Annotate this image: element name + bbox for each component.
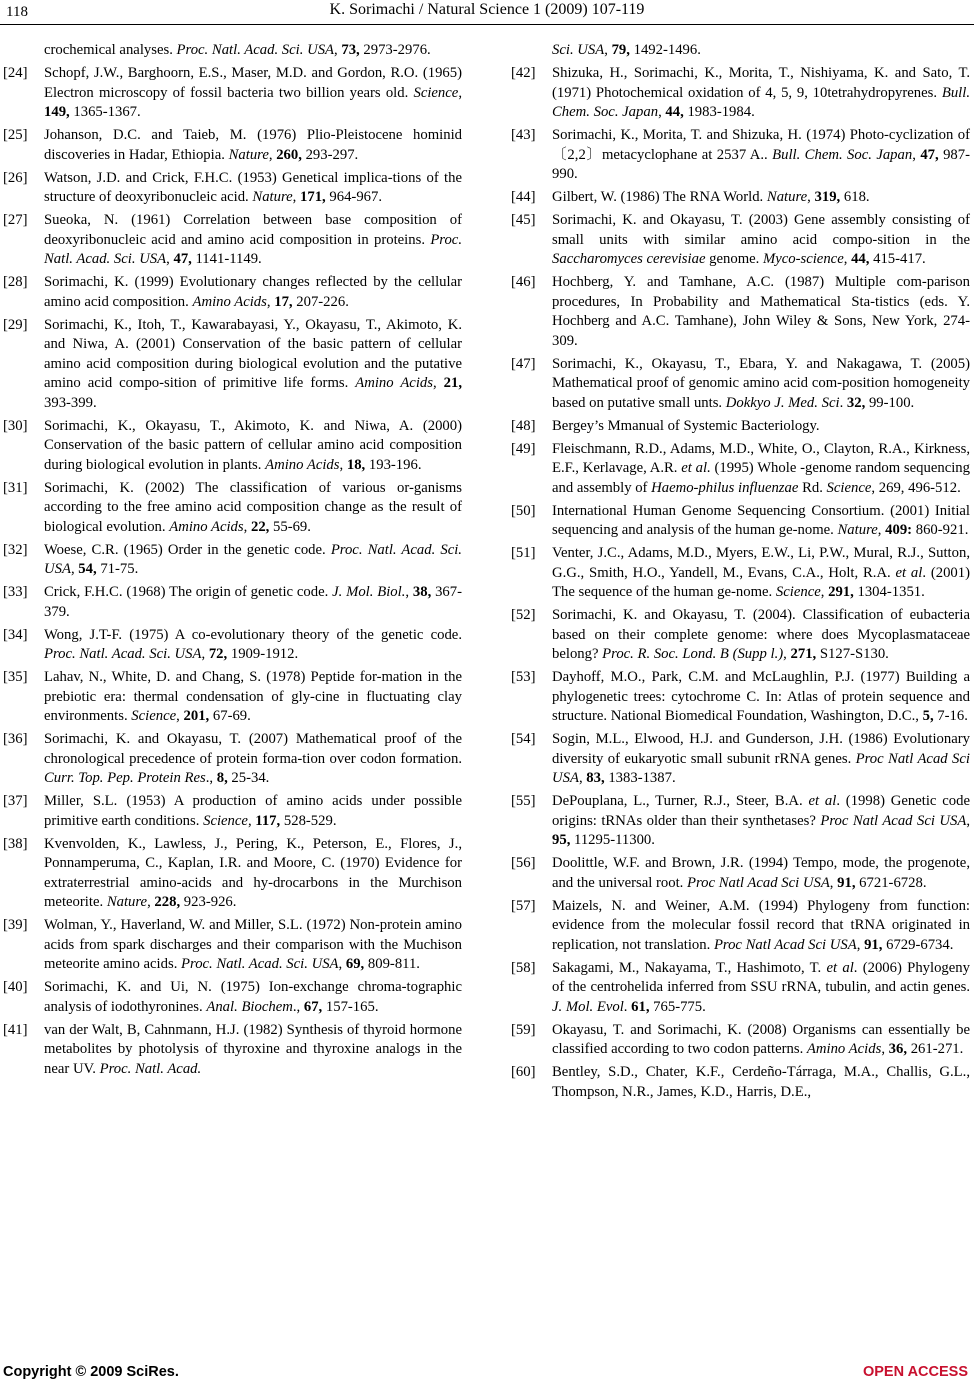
reference-number: [56] [511,855,536,871]
reference-number: [54] [511,731,536,747]
reference-entry [508,188,970,208]
reference-text: , [70,561,79,577]
reference-text: 923-926. [180,894,237,910]
reference-volume: 8, [216,770,228,786]
reference-italic-text: Proc Natl Acad Sci USA [552,750,970,786]
reference-number: [53] [511,669,536,685]
reference-number: [26] [3,169,28,186]
reference-volume: 21, [443,375,462,391]
reference-entry [0,169,462,208]
header-rule [0,24,974,25]
reference-italic-text: Amino Acids [355,375,433,391]
reference-text: , [334,42,342,58]
reference-italic-text: J. Mol. Biol. [332,584,406,600]
reference-volume: 47, [173,251,192,267]
reference-number: [48] [511,417,536,434]
reference-text: . (2001) The sequence of the human ge-nome. [552,564,970,600]
reference-italic-text: J. Mol. Evol [552,998,624,1015]
reference-entry [0,916,462,975]
reference-entry [508,959,970,1018]
footer-open-access: OPEN ACCESS [862,1364,968,1380]
footer-copyright: Copyright © 2009 SciRes. [3,1364,179,1380]
reference-text: , [912,146,921,163]
reference-text: Wong, J.T-F. (1975) A co-evolutionary theory of the genetic code. [44,626,462,643]
reference-volume: 5, [922,708,934,724]
reference-text: Watson, J.D. and Crick, F.H.C. (1953) Genetical implica-tions of the structure of deoxyribonucleic acid. [44,169,462,205]
reference-number: [39] [3,917,28,933]
reference-text: , [268,146,277,163]
reference-text: , [856,936,865,953]
reference-text: 393-399. [44,394,97,411]
reference-text: Wolman, Y., Haverland, W. and Miller, S.L. (1972) Non-protein amino acids from spark discharges and their comparison with the Muchison meteorite amino acids. [44,917,462,972]
reference-volume: 117, [255,812,281,829]
reference-text: , [201,646,209,662]
reference-text: Woese, C.R. (1965) Order in the genetic code. [44,541,331,558]
reference-number: [43] [511,127,536,143]
reference-entry [0,626,462,665]
reference-number: [59] [511,1021,536,1038]
reference-number: [45] [511,212,536,228]
reference-text: Schopf, J.W., Barghoorn, E.S., Maser, M.D. and Gordon, R.O. (1965) Electron microscopy of fossil bacteria two billion years old. [44,65,462,101]
reference-text: 293-297. [301,146,359,163]
reference-italic-text: Science [413,84,459,101]
reference-entry [508,544,970,603]
reference-text: 6721-6728. [855,874,927,891]
reference-italic-text: Science [826,479,872,496]
reference-italic-text: et al. [681,460,711,476]
reference-number: [55] [511,793,536,809]
reference-volume: 291, [828,584,854,600]
reference-number: [38] [3,835,28,852]
reference-number: [30] [3,417,28,434]
reference-text: 2973-2976. [359,42,431,58]
reference-text: , [881,1041,889,1057]
reference-volume: 44, [851,251,870,267]
reference-text: , [338,956,346,972]
reference-entry [508,730,970,789]
reference-italic-text: Proc Natl Acad Sci USA [713,936,857,953]
reference-italic-text: Amino Acids [169,518,244,535]
reference-volume: 149, [44,104,70,120]
reference-entry [0,479,462,538]
reference-italic-text: Amino Acids [192,293,267,310]
page-number: 118 [6,4,28,20]
reference-text: , [147,894,155,910]
reference-italic-text: Nature [228,146,269,163]
reference-text: Venter, J.C., Adams, M.D., Myers, E.W., Li, P.W., Mural, R.J., Sutton, G.G., Smith, H.O., Yandell, M., Evans, C.A., Holt, R.A. [552,545,970,581]
reference-text: . (1998) Genetic code origins: tRNAs older than their synthetases? [552,793,970,829]
reference-volume: 271, [790,646,817,662]
reference-italic-text: Proc. R. Soc. Lond. B (Supp l.) [602,646,784,662]
reference-italic-text: Science [203,812,248,829]
reference-volume: 18, [346,456,366,473]
reference-italic-text: Nature [106,894,148,910]
reference-text: 765-775. [649,998,706,1015]
reference-number: [58] [511,959,536,976]
reference-text: 261-271. [907,1041,964,1057]
reference-entry [508,1063,970,1102]
reference-text: , [243,518,251,535]
reference-entry [0,978,462,1017]
reference-text: Hochberg, Y. and Tamhane, A.C. (1987) Multiple com-parison procedures, In Probability and Mathematical Sta-tistics (eds. Y. Hochberg and A.C. Tamhane), John Wiley & Sons, New York, 274-309. [552,274,970,349]
reference-volume: 83, [586,770,605,786]
reference-italic-text: Proc. Natl. Acad. Sci. USA [181,956,339,972]
reference-text: , [877,522,886,538]
reference-number: [57] [511,897,536,914]
reference-text: 618. [840,189,870,205]
reference-entry [508,211,970,270]
reference-volume: 61, [631,998,650,1015]
reference-number: [44] [511,189,536,205]
reference-italic-text: Proc. Natl. Acad. Sci. USA [44,541,462,577]
reference-italic-text: Science [131,708,177,724]
reference-text: S127-S130. [816,646,889,662]
reference-number: [51] [511,545,536,561]
reference-number: [50] [511,502,536,519]
reference-volume: 79, [611,42,630,58]
reference-text: 6729-6734. [882,936,954,953]
reference-text: Crick, F.H.C. (1968) The origin of genetic code. [44,584,333,600]
reference-number: [49] [511,440,536,457]
reference-text: 7-16. [933,708,968,724]
reference-volume: 36, [888,1041,908,1057]
reference-volume: 38, [412,584,432,600]
reference-entry [0,211,462,270]
reference-text: , [820,584,829,600]
reference-italic-text: Proc. Natl. Acad. Sci. USA [44,231,462,267]
reference-text: , [166,251,174,267]
reference-italic-text: Myco-science [762,251,844,267]
reference-volume: 72, [208,646,228,662]
reference-text: Fleischmann, R.D., Adams, M.D., White, O., Clayton, R.A., Kirkness, E.F., Kerlavage, A.R. [552,440,970,476]
reference-number: [33] [3,584,28,600]
reference-entry [508,792,970,851]
reference-italic-text: Anal. Biochem [206,998,293,1015]
reference-volume: 228, [154,894,181,910]
reference-text: crochemical analyses. [44,42,177,58]
reference-entry [0,126,462,165]
reference-italic-text: Bull. Chem. Soc. Japan [772,146,913,163]
reference-text: Bergey’s Mmanual of Systemic Bacteriology. [552,417,820,434]
reference-text: 1983-1984. [683,104,755,120]
reference-italic-text: Sci. USA [552,42,605,58]
reference-italic-text: Nature [766,189,808,205]
reference-text: 67-69. [209,708,251,724]
reference-number: [35] [3,669,28,685]
reference-text: Johanson, D.C. and Taieb, M. (1976) Plio-Pleistocene hominid discoveries in Hadar, Ethiopia. [44,127,462,163]
reference-text: Sorimachi, K., Okayasu, T., Ebara, Y. and Nakagawa, T. (2005) Mathematical proof of genomic amino acid com-position homogeneity based on putative small unts. [552,355,970,411]
reference-entry [508,854,970,893]
reference-volume: 95, [552,832,571,848]
reference-entry [508,41,970,61]
reference-entry [0,41,462,61]
reference-text: International Human Genome Sequencing Consortium. (2001) Initial sequencing and analysis of the human ge-nome. [552,502,970,538]
reference-entry [0,316,462,414]
reference-text: , [658,104,666,120]
reference-italic-text: Haemo-philus influenzae [651,479,799,496]
reference-text: 207-226. [292,293,349,310]
reference-text: , [292,189,301,205]
reference-italic-text: Proc. Natl. Acad. Sci. USA [44,646,202,662]
reference-text: van der Walt, B, Cahnmann, H.J. (1982) Synthesis of thyroid hormone metabolites by photolysis of thyroxine and thyroxine analogs in the near UV. [44,1021,462,1077]
reference-entry [508,355,970,414]
reference-number: [40] [3,979,28,995]
reference-volume: 171, [300,189,326,205]
reference-text: Doolittle, W.F. and Brown, J.R. (1994) Tempo, mode, the progenote, and the universal root. [552,855,970,891]
reference-text: DePouplana, L., Turner, R.J., Steer, B.A. [552,793,809,809]
reference-number: [41] [3,1021,28,1038]
reference-entry [0,1021,462,1080]
reference-volume: 17, [274,293,293,310]
reference-text: 987-990. [552,146,971,182]
reference-text: 193-196. [365,456,422,473]
reference-volume: 32, [846,394,866,411]
reference-entry [508,273,970,351]
reference-volume: 73, [341,42,360,58]
reference-text: . (2006) Phylogeny of the centrohelida inferred from SSU rRNA, tubulin, and actin genes. [552,959,970,995]
reference-number: [46] [511,274,536,290]
reference-text: (1995) Whole -genome random sequencing and assembly of [552,460,970,496]
reference-text: Sorimachi, K., Morita, T. and Shizuka, H. (1974) Photo-cyclization of 〔2,2〕metacyclophane at 2537 A.. [552,127,970,163]
reference-number: [47] [511,355,536,372]
reference-italic-text: et al [808,793,837,809]
reference-italic-text: Proc Natl Acad Sci USA [820,812,967,829]
reference-text: Rd. [798,479,827,496]
reference-text: , [247,812,256,829]
reference-text: , [807,189,815,205]
reference-text: , [458,84,462,101]
reference-number: [37] [3,793,28,809]
reference-text: 415-417. [869,251,926,267]
reference-entry [0,583,462,622]
reference-entry [0,668,462,727]
reference-volume: 69, [345,956,365,972]
reference-text: Bentley, S.D., Chater, K.F., Cerdeño-Tárraga, M.A., Challis, G.L., Thompson, N.R., James, K.D., Harris, D.E., [552,1064,970,1100]
reference-text: Sorimachi, K. and Okayasu, T. (2004). Classification of eubacteria based on their complete genome: where does Mycoplasmataceae belong? [552,607,970,662]
reference-entry [508,417,970,437]
reference-text: 1365-1367. [69,104,141,120]
reference-text: . [623,998,632,1015]
reference-entry [0,792,462,831]
reference-text: Sueoka, N. (1961) Correlation between base composition of deoxyribonucleic acid and amino acid composition in proteins. [44,212,462,248]
reference-volume: 44, [665,104,684,120]
reference-entry [0,417,462,476]
reference-number: [27] [3,212,28,228]
reference-volume: 22, [250,518,270,535]
reference-entry [0,273,462,312]
reference-text: , [578,770,587,786]
reference-number: [32] [3,541,28,558]
reference-volume: 91, [864,936,883,953]
reference-text: , [829,874,838,891]
reference-text: Okayasu, T. and Sorimachi, K. (2008) Organisms can essentially be classified according to two codon patterns. [552,1021,970,1057]
reference-italic-text: Bull. Chem. Soc. Japan [552,84,970,120]
reference-text: Sorimachi, K. (2002) The classification of various or-ganisms according to the free amino acid composition change as the result of biological evolution. [44,479,462,535]
references-left-column [0,41,462,1083]
reference-number: [31] [3,479,28,496]
reference-italic-text: Nature [252,189,293,205]
reference-text: , [405,584,413,600]
reference-number: [28] [3,274,28,290]
reference-italic-text: et al [895,564,923,581]
reference-text: Shizuka, H., Sorimachi, K., Morita, T., Nishiyama, K. and Sato, T. (1971) Photochemical oxidation of 4, 5, 9, 10tetrahydropyrenes. [552,65,970,101]
reference-number: [29] [3,316,28,333]
reference-entry [508,897,970,956]
reference-entry [508,440,970,499]
reference-text: , [176,708,184,724]
references-right-column [508,41,970,1106]
reference-italic-text: Dokkyo J. Med. Sci [725,394,840,411]
reference-text: 71-75. [96,561,139,577]
reference-entry [508,502,970,541]
reference-volume: 91, [837,874,856,891]
reference-text: ., [292,998,304,1015]
reference-italic-text: Science [775,584,821,600]
reference-text: 25-34. [227,770,270,786]
reference-text: , [432,375,444,391]
reference-italic-text: et al [826,959,854,976]
reference-number: [52] [511,607,536,623]
reference-italic-text: Saccharomyces cerevisiae [552,251,706,267]
reference-number: [36] [3,731,28,747]
reference-entry [0,835,462,913]
reference-entry [508,606,970,665]
reference-entry [0,730,462,789]
reference-text: Lahav, N., White, D. and Chang, S. (1978) Peptide for-mation in the prebiotic era: thermal condensation of gly-cine in fluctuating clay environments. [44,669,462,724]
reference-volume: 260, [276,146,302,163]
reference-italic-text: Curr. Top. Pep. Protein Res [44,770,206,786]
reference-text: 860-921. [912,522,969,538]
reference-volume: 47, [920,146,939,163]
reference-text: , [843,251,852,267]
reference-text: 1304-1351. [853,584,925,600]
reference-text: 99-100. [865,394,915,411]
reference-text: , 269, 496-512. [871,479,961,496]
reference-number: [60] [511,1064,536,1080]
reference-text: 11295-11300. [570,832,655,848]
reference-text: Sorimachi, K., Okayasu, T., Akimoto, K. and Niwa, A. (2000) Conservation of the basic pattern of cellular amino acid composition during biological evolution in plants. [44,417,462,473]
reference-text: 964-967. [325,189,383,205]
reference-text: , [339,456,347,473]
reference-text: Sorimachi, K. (1999) Evolutionary changes reflected by the cellular amino acid composition. [44,274,462,310]
reference-number: [42] [511,65,536,81]
reference-italic-text: Proc. Natl. Acad. Sci. USA [176,42,335,58]
reference-italic-text: Amino Acids [806,1041,882,1057]
reference-italic-text: Amino Acids [265,456,340,473]
reference-entry [0,541,462,580]
reference-text: 1141-1149. [191,251,262,267]
reference-entry [508,64,970,123]
reference-entry [508,1021,970,1060]
reference-text: 1383-1387. [604,770,676,786]
reference-text: , [604,42,612,58]
reference-text: Sorimachi, K. and Ui, N. (1975) Ion-exchange chroma-tographic analysis of iodothyronines. [44,979,462,1015]
reference-text: ., [205,770,217,786]
reference-volume: 409: [885,522,913,538]
reference-number: [34] [3,626,28,643]
reference-text: Sorimachi, K., Itoh, T., Kawarabayasi, Y., Okayasu, T., Akimoto, K. and Niwa, A. (2001) Conservation of the basic pattern of cellular amino acid composition during biological evolution and the putative amino acid compo-sition of primitive life forms. [44,316,462,391]
reference-text: , [783,646,791,662]
reference-entry [508,126,970,185]
reference-text: 157-165. [322,998,379,1015]
reference-text: 528-529. [280,812,337,829]
reference-text: 809-811. [364,956,420,972]
reference-volume: 319, [814,189,841,205]
reference-text: 1492-1496. [629,42,701,58]
reference-text: 367-379. [44,584,463,620]
reference-volume: 201, [183,708,210,724]
reference-italic-text: Nature [837,522,878,538]
reference-entry [0,64,462,123]
reference-text: Sakagami, M., Nakayama, T., Hashimoto, T. [552,959,827,976]
reference-text: Gilbert, W. (1986) The RNA World. [552,189,767,205]
reference-text: Sorimachi, K. and Okayasu, T. (2003) Gene assembly consisting of small units with similar amino acid compo-sition in the [552,212,970,248]
reference-text: genome. [705,251,763,267]
reference-text: Kvenvolden, K., Lawless, J., Pering, K., Peterson, E., Flores, J., Ponnamperuma, C., Kaplan, I.R. and Moore, C. (1970) Evidence for extraterrestrial amino-acids and hy-drocarbons in the Murchison meteorite. [44,835,462,910]
running-header: K. Sorimachi / Natural Science 1 (2009) 107-119 [329,1,645,18]
reference-italic-text: Proc Natl Acad Sci USA [687,874,830,891]
reference-text: . [839,394,847,411]
reference-number: [25] [3,127,28,143]
reference-volume: 67, [303,998,323,1015]
reference-text: 1909-1912. [227,646,299,662]
reference-text: 55-69. [269,518,311,535]
reference-volume: 54, [78,561,97,577]
reference-entry [508,668,970,727]
reference-text: Sogin, M.L., Elwood, H.J. and Gunderson, J.H. (1986) Evolutionary diversity of eukaryotic small subunit rRNA genes. [552,731,970,767]
reference-text: Dayhoff, M.O., Park, C.M. and McLaughlin, P.J. (1977) Building a phylogenetic trees: cytochrome C. In: Atlas of protein sequence and structure. National Biomedical Foundation, Washington, D.C., [552,669,970,724]
reference-number: [24] [3,65,28,81]
reference-text: Maizels, N. and Weiner, A.M. (1994) Phylogeny from function: evidence from the molecular fossil record that tRNA originated in replication, not translation. [552,897,970,953]
reference-text: Miller, S.L. (1953) A production of amino acids under possible primitive earth conditions. [44,793,462,829]
reference-text: , [966,812,971,829]
reference-text: , [266,293,275,310]
reference-italic-text: Proc. Natl. Acad. [99,1060,202,1077]
reference-text: Sorimachi, K. and Okayasu, T. (2007) Mathematical proof of the chronological precedence of protein forma-tion over codon formation. [44,731,462,767]
